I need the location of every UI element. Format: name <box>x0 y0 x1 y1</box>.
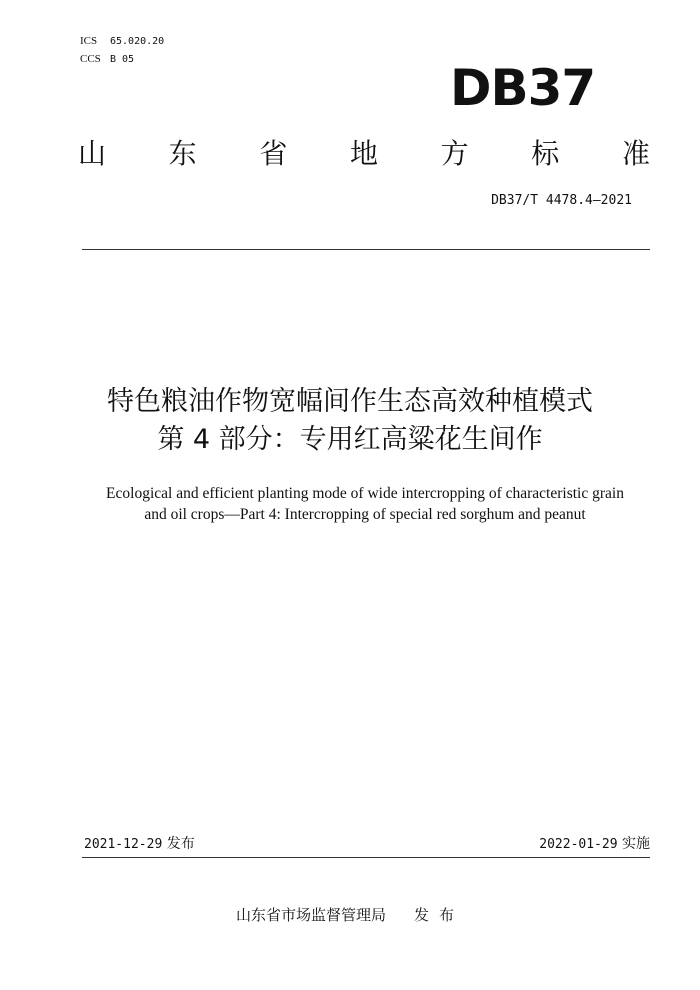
standard-type-char: 标 <box>531 137 560 170</box>
issue-date-value: 2021-12-29 <box>84 837 163 852</box>
title-english-line-2: and oil crops—Part 4: Intercropping of special red sorghum and peanut <box>144 506 586 523</box>
standard-type-char: 方 <box>440 137 469 170</box>
title-chinese-line-2: 第 4 部分：专用红高粱花生间作 <box>157 424 543 455</box>
issuer-action: 发布 <box>414 906 465 924</box>
standard-type-char: 省 <box>259 137 288 170</box>
implementation-date <box>539 834 650 855</box>
standard-type-char: 山 <box>78 137 107 170</box>
ics-value: 65.020.20 <box>110 36 165 47</box>
ics-classification <box>80 34 164 49</box>
ics-label: ICS <box>80 35 98 47</box>
issuer-organization: 山东省市场监督管理局 <box>235 906 386 924</box>
standard-type-char: 东 <box>168 137 197 170</box>
standard-code-logo: DB37 <box>450 59 596 117</box>
issue-date-label: 发布 <box>166 836 195 852</box>
standard-type-char: 准 <box>621 137 650 170</box>
ccs-classification <box>80 52 134 67</box>
standard-number: DB37/T 4478.4—2021 <box>491 193 632 208</box>
issuing-authority <box>0 905 700 925</box>
ccs-label: CCS <box>80 53 101 65</box>
title-chinese-line-1: 特色粮油作物宽幅间作生态高效种植模式 <box>107 386 593 417</box>
implementation-date-value: 2022-01-29 <box>539 837 618 852</box>
implementation-date-label: 实施 <box>622 836 650 852</box>
top-divider <box>82 249 650 250</box>
bottom-divider <box>82 857 650 858</box>
title-english-line-1: Ecological and efficient planting mode of wide intercropping of characteristic grain <box>106 485 624 502</box>
issue-date <box>84 834 195 855</box>
standard-type-char: 地 <box>349 137 378 170</box>
ccs-value: B 05 <box>110 54 135 65</box>
standard-type-heading <box>78 134 650 174</box>
